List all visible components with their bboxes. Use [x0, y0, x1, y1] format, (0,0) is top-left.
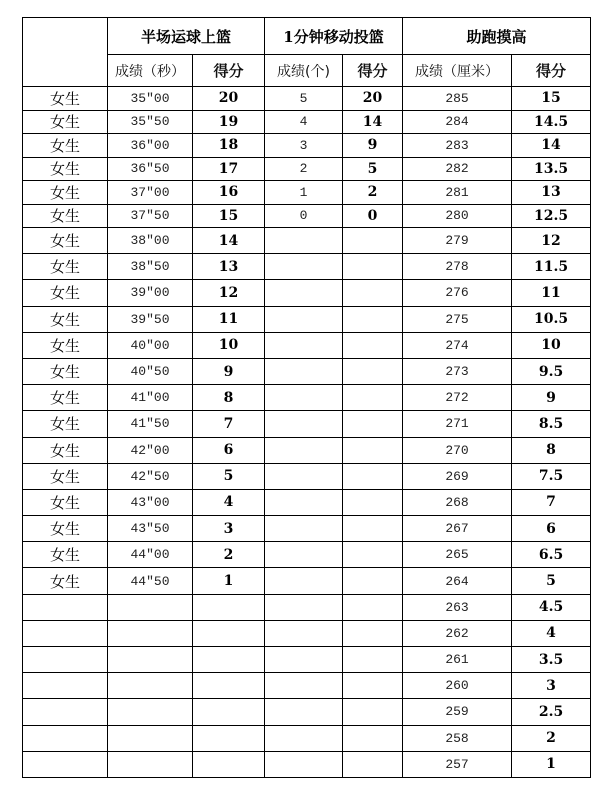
jump-points-cell: 3: [512, 673, 591, 699]
shot-count-cell: [265, 332, 343, 358]
jump-height-cell: 281: [403, 181, 512, 205]
dribble-time-cell: 36″50: [108, 157, 193, 181]
table-row: [23, 463, 591, 489]
jump-height-cell: 278: [403, 254, 512, 280]
gender-cell: 女生: [23, 134, 108, 158]
dribble-points-cell: [193, 673, 265, 699]
shot-points-cell: [343, 437, 403, 463]
shot-points-cell: [343, 280, 403, 306]
shot-points-cell: 9: [343, 134, 403, 158]
gender-cell: 女生: [23, 463, 108, 489]
col-header-jump-height: 成绩（厘米）: [403, 55, 512, 87]
shot-points-cell: [343, 647, 403, 673]
shot-count-cell: [265, 228, 343, 254]
jump-points-cell: 3.5: [512, 647, 591, 673]
jump-height-cell: 284: [403, 110, 512, 134]
jump-points-cell: 7.5: [512, 463, 591, 489]
dribble-points-cell: [193, 699, 265, 725]
jump-points-cell: 8: [512, 437, 591, 463]
gender-cell: 女生: [23, 358, 108, 384]
shot-points-cell: [343, 699, 403, 725]
shot-count-cell: [265, 463, 343, 489]
shot-count-cell: 1: [265, 181, 343, 205]
gender-cell: [23, 673, 108, 699]
dribble-points-cell: 19: [193, 110, 265, 134]
col-header-dribble-points: 得分: [193, 55, 265, 87]
group-header-moving-shot: 1分钟移动投篮: [265, 18, 403, 55]
shot-points-cell: 0: [343, 204, 403, 228]
dribble-time-cell: 38″00: [108, 228, 193, 254]
gender-cell: 女生: [23, 228, 108, 254]
dribble-time-cell: [108, 673, 193, 699]
group-header-dribble-layup: 半场运球上篮: [108, 18, 265, 55]
table-row: [23, 332, 591, 358]
dribble-points-cell: [193, 620, 265, 646]
shot-count-cell: [265, 306, 343, 332]
jump-height-cell: 259: [403, 699, 512, 725]
jump-points-cell: 2: [512, 725, 591, 751]
dribble-points-cell: 2: [193, 542, 265, 568]
jump-points-cell: 1: [512, 751, 591, 777]
gender-cell: 女生: [23, 280, 108, 306]
dribble-time-cell: 41″00: [108, 385, 193, 411]
dribble-time-cell: [108, 725, 193, 751]
table-row: [23, 620, 591, 646]
dribble-points-cell: 16: [193, 181, 265, 205]
shot-count-cell: [265, 542, 343, 568]
table-row: [23, 181, 591, 205]
jump-height-cell: 263: [403, 594, 512, 620]
table-row: [23, 204, 591, 228]
shot-count-cell: 0: [265, 204, 343, 228]
dribble-time-cell: 41″50: [108, 411, 193, 437]
jump-height-cell: 267: [403, 516, 512, 542]
shot-points-cell: [343, 542, 403, 568]
dribble-time-cell: 40″00: [108, 332, 193, 358]
gender-cell: 女生: [23, 254, 108, 280]
dribble-points-cell: 8: [193, 385, 265, 411]
gender-cell: 女生: [23, 157, 108, 181]
jump-height-cell: 276: [403, 280, 512, 306]
table-row: [23, 87, 591, 111]
dribble-points-cell: 17: [193, 157, 265, 181]
shot-count-cell: [265, 437, 343, 463]
jump-points-cell: 2.5: [512, 699, 591, 725]
shot-points-cell: [343, 358, 403, 384]
jump-height-cell: 269: [403, 463, 512, 489]
jump-height-cell: 282: [403, 157, 512, 181]
col-header-shot-count: 成绩(个): [265, 55, 343, 87]
jump-height-cell: 274: [403, 332, 512, 358]
shot-points-cell: 20: [343, 87, 403, 111]
table-row: [23, 358, 591, 384]
jump-points-cell: 14.5: [512, 110, 591, 134]
shot-points-cell: [343, 725, 403, 751]
gender-cell: [23, 620, 108, 646]
dribble-points-cell: 10: [193, 332, 265, 358]
shot-count-cell: 4: [265, 110, 343, 134]
dribble-time-cell: 44″50: [108, 568, 193, 594]
jump-points-cell: 7: [512, 489, 591, 515]
table-row: [23, 489, 591, 515]
table-row: [23, 228, 591, 254]
shot-points-cell: [343, 385, 403, 411]
jump-points-cell: 9.5: [512, 358, 591, 384]
jump-height-cell: 262: [403, 620, 512, 646]
shot-count-cell: [265, 358, 343, 384]
dribble-points-cell: 6: [193, 437, 265, 463]
gender-cell: 女生: [23, 87, 108, 111]
dribble-time-cell: [108, 751, 193, 777]
table-row: [23, 725, 591, 751]
shot-points-cell: [343, 568, 403, 594]
jump-points-cell: 11.5: [512, 254, 591, 280]
table-row: [23, 385, 591, 411]
jump-points-cell: 6: [512, 516, 591, 542]
dribble-points-cell: 11: [193, 306, 265, 332]
table-row: [23, 699, 591, 725]
table-row: [23, 673, 591, 699]
table-row: [23, 157, 591, 181]
shot-points-cell: [343, 673, 403, 699]
shot-points-cell: [343, 516, 403, 542]
gender-cell: 女生: [23, 110, 108, 134]
jump-points-cell: 8.5: [512, 411, 591, 437]
col-header-dribble-time: 成绩（秒）: [108, 55, 193, 87]
shot-points-cell: [343, 751, 403, 777]
jump-points-cell: 6.5: [512, 542, 591, 568]
table-row: [23, 411, 591, 437]
jump-points-cell: 12.5: [512, 204, 591, 228]
jump-height-cell: 257: [403, 751, 512, 777]
shot-count-cell: [265, 699, 343, 725]
gender-cell: 女生: [23, 385, 108, 411]
dribble-points-cell: [193, 594, 265, 620]
group-header-running-touch: 助跑摸高: [403, 18, 591, 55]
gender-cell: [23, 647, 108, 673]
shot-count-cell: [265, 620, 343, 646]
table-row: [23, 751, 591, 777]
gender-cell: 女生: [23, 437, 108, 463]
table-row: [23, 134, 591, 158]
shot-points-cell: [343, 620, 403, 646]
table-row: [23, 110, 591, 134]
shot-count-cell: 5: [265, 87, 343, 111]
dribble-points-cell: [193, 725, 265, 751]
jump-points-cell: 12: [512, 228, 591, 254]
jump-height-cell: 270: [403, 437, 512, 463]
dribble-time-cell: 37″50: [108, 204, 193, 228]
dribble-points-cell: [193, 751, 265, 777]
gender-cell: [23, 751, 108, 777]
jump-height-cell: 260: [403, 673, 512, 699]
jump-height-cell: 275: [403, 306, 512, 332]
dribble-points-cell: 13: [193, 254, 265, 280]
table-row: [23, 254, 591, 280]
jump-height-cell: 271: [403, 411, 512, 437]
table-row: [23, 568, 591, 594]
gender-cell: 女生: [23, 542, 108, 568]
dribble-time-cell: 35″50: [108, 110, 193, 134]
dribble-time-cell: [108, 620, 193, 646]
gender-cell: 女生: [23, 516, 108, 542]
jump-height-cell: 280: [403, 204, 512, 228]
dribble-points-cell: 14: [193, 228, 265, 254]
dribble-points-cell: 3: [193, 516, 265, 542]
jump-height-cell: 268: [403, 489, 512, 515]
dribble-points-cell: 7: [193, 411, 265, 437]
jump-height-cell: 283: [403, 134, 512, 158]
dribble-points-cell: 12: [193, 280, 265, 306]
dribble-time-cell: 39″50: [108, 306, 193, 332]
dribble-time-cell: 40″50: [108, 358, 193, 384]
table-row: [23, 542, 591, 568]
dribble-time-cell: 42″00: [108, 437, 193, 463]
gender-cell: 女生: [23, 568, 108, 594]
corner-cell: [23, 18, 108, 87]
jump-height-cell: 258: [403, 725, 512, 751]
gender-cell: 女生: [23, 332, 108, 358]
table-row: [23, 437, 591, 463]
dribble-points-cell: 4: [193, 489, 265, 515]
jump-points-cell: 13.5: [512, 157, 591, 181]
shot-count-cell: [265, 647, 343, 673]
jump-points-cell: 4.5: [512, 594, 591, 620]
jump-points-cell: 9: [512, 385, 591, 411]
shot-points-cell: [343, 228, 403, 254]
gender-cell: 女生: [23, 489, 108, 515]
dribble-points-cell: 15: [193, 204, 265, 228]
shot-count-cell: [265, 751, 343, 777]
dribble-points-cell: [193, 647, 265, 673]
gender-cell: 女生: [23, 204, 108, 228]
shot-points-cell: 14: [343, 110, 403, 134]
shot-count-cell: [265, 568, 343, 594]
jump-height-cell: 273: [403, 358, 512, 384]
jump-points-cell: 10.5: [512, 306, 591, 332]
table-row: [23, 647, 591, 673]
dribble-time-cell: [108, 647, 193, 673]
shot-count-cell: 3: [265, 134, 343, 158]
jump-height-cell: 261: [403, 647, 512, 673]
shot-count-cell: [265, 254, 343, 280]
jump-points-cell: 15: [512, 87, 591, 111]
jump-height-cell: 279: [403, 228, 512, 254]
shot-count-cell: [265, 489, 343, 515]
dribble-points-cell: 18: [193, 134, 265, 158]
gender-cell: [23, 699, 108, 725]
shot-count-cell: [265, 594, 343, 620]
dribble-time-cell: 37″00: [108, 181, 193, 205]
shot-count-cell: [265, 673, 343, 699]
header-row-columns: [23, 55, 591, 87]
table-row: [23, 306, 591, 332]
shot-points-cell: 5: [343, 157, 403, 181]
gender-cell: 女生: [23, 306, 108, 332]
jump-points-cell: 4: [512, 620, 591, 646]
dribble-time-cell: 44″00: [108, 542, 193, 568]
dribble-time-cell: [108, 594, 193, 620]
dribble-points-cell: 5: [193, 463, 265, 489]
shot-points-cell: [343, 254, 403, 280]
shot-points-cell: [343, 306, 403, 332]
table-row: [23, 516, 591, 542]
shot-count-cell: [265, 280, 343, 306]
header-row-groups: [23, 18, 591, 55]
shot-points-cell: [343, 411, 403, 437]
dribble-points-cell: 9: [193, 358, 265, 384]
shot-count-cell: 2: [265, 157, 343, 181]
gender-cell: [23, 594, 108, 620]
jump-points-cell: 14: [512, 134, 591, 158]
dribble-time-cell: 43″50: [108, 516, 193, 542]
dribble-time-cell: 39″00: [108, 280, 193, 306]
shot-points-cell: [343, 463, 403, 489]
dribble-points-cell: 20: [193, 87, 265, 111]
dribble-time-cell: 36″00: [108, 134, 193, 158]
scoring-table: [22, 17, 591, 778]
jump-points-cell: 11: [512, 280, 591, 306]
dribble-points-cell: 1: [193, 568, 265, 594]
gender-cell: 女生: [23, 181, 108, 205]
jump-points-cell: 5: [512, 568, 591, 594]
dribble-time-cell: 43″00: [108, 489, 193, 515]
col-header-shot-points: 得分: [343, 55, 403, 87]
dribble-time-cell: [108, 699, 193, 725]
shot-count-cell: [265, 725, 343, 751]
dribble-time-cell: 42″50: [108, 463, 193, 489]
jump-height-cell: 285: [403, 87, 512, 111]
jump-height-cell: 272: [403, 385, 512, 411]
shot-points-cell: 2: [343, 181, 403, 205]
col-header-jump-points: 得分: [512, 55, 591, 87]
dribble-time-cell: 35″00: [108, 87, 193, 111]
shot-count-cell: [265, 385, 343, 411]
table-row: [23, 280, 591, 306]
gender-cell: [23, 725, 108, 751]
jump-points-cell: 10: [512, 332, 591, 358]
table-row: [23, 594, 591, 620]
shot-points-cell: [343, 594, 403, 620]
shot-points-cell: [343, 489, 403, 515]
jump-points-cell: 13: [512, 181, 591, 205]
jump-height-cell: 264: [403, 568, 512, 594]
gender-cell: 女生: [23, 411, 108, 437]
shot-count-cell: [265, 411, 343, 437]
shot-count-cell: [265, 516, 343, 542]
jump-height-cell: 265: [403, 542, 512, 568]
dribble-time-cell: 38″50: [108, 254, 193, 280]
shot-points-cell: [343, 332, 403, 358]
